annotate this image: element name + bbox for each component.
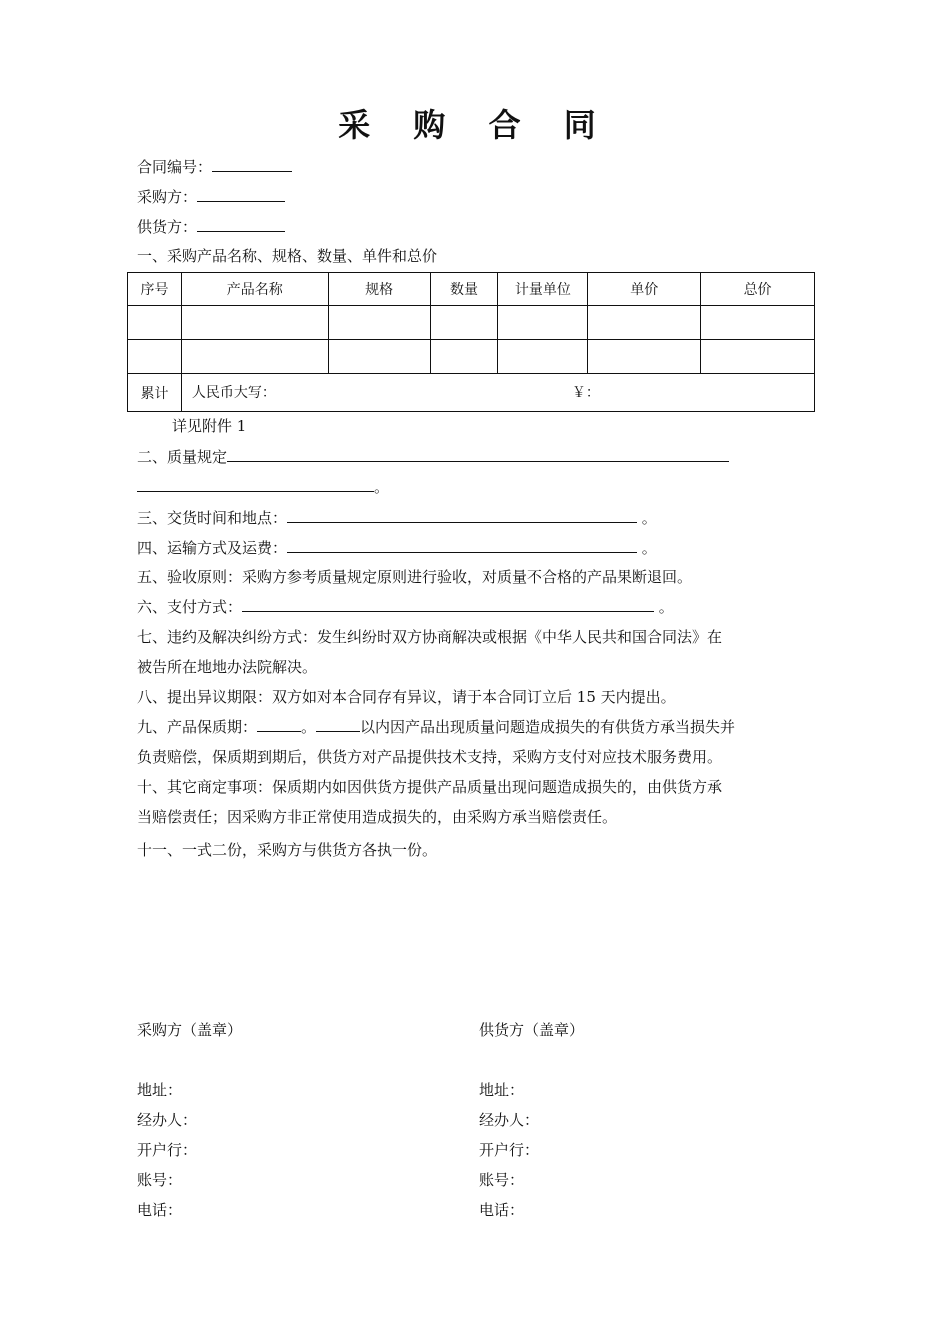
table-cell[interactable] <box>588 340 701 374</box>
table-cell[interactable] <box>328 306 430 340</box>
buyer-address: 地址： <box>137 1081 183 1099</box>
rmb-upper-label: 人民币大写： <box>191 385 276 401</box>
warranty-blank[interactable] <box>257 717 301 732</box>
clause-9-label: 九、产品保质期： <box>137 718 258 736</box>
clause-6-end: 。 <box>658 598 674 616</box>
clause-2 <box>137 447 729 467</box>
clause-2-end: 。 <box>374 478 390 496</box>
table-cell[interactable] <box>128 340 182 374</box>
supplier-bank: 开户行： <box>479 1141 540 1159</box>
table-cell[interactable] <box>181 306 328 340</box>
table-cell[interactable] <box>128 306 182 340</box>
table-cell[interactable] <box>181 340 328 374</box>
col-header: 计量单位 <box>498 273 588 306</box>
clause-3 <box>137 508 657 528</box>
buyer-phone: 电话： <box>137 1201 183 1219</box>
clause-7-a: 七、违约及解决纠纷方式：发生纠纷时双方协商解决或根据《中华人民共和国合同法》在 <box>137 628 723 646</box>
clause-11: 十一、一式二份，采购方与供货方各执一份。 <box>137 841 438 859</box>
buyer-blank[interactable] <box>197 187 285 202</box>
clause-2-cont <box>137 477 389 497</box>
table-cell[interactable] <box>701 340 815 374</box>
col-header: 产品名称 <box>181 273 328 306</box>
table-cell[interactable] <box>498 306 588 340</box>
buyer-seal: 采购方（盖章） <box>137 1021 243 1039</box>
buyer-handler: 经办人： <box>137 1111 198 1129</box>
warranty-blank-2[interactable] <box>316 717 360 732</box>
attachment-note: 详见附件 1 <box>172 417 247 435</box>
buyer-account: 账号： <box>137 1171 183 1189</box>
supplier-seal: 供货方（盖章） <box>479 1021 585 1039</box>
supplier-address: 地址： <box>479 1081 525 1099</box>
total-label: 累计 <box>128 374 182 412</box>
contract-no-blank[interactable] <box>212 157 292 172</box>
contract-no-label: 合同编号： <box>137 158 213 176</box>
quality-blank-2[interactable] <box>137 477 374 492</box>
clause-2-label: 二、质量规定 <box>137 448 228 466</box>
supplier-phone: 电话： <box>479 1201 525 1219</box>
table-row <box>128 306 815 340</box>
supplier-handler: 经办人： <box>479 1111 540 1129</box>
yen-label: ￥： <box>571 385 600 401</box>
table-cell[interactable] <box>430 306 498 340</box>
col-header: 总价 <box>701 273 815 306</box>
total-amount-cell[interactable] <box>181 374 814 412</box>
clause-4-end: 。 <box>641 539 657 557</box>
col-header: 数量 <box>430 273 498 306</box>
clause-5: 五、验收原则：采购方参考质量规定原则进行验收，对质量不合格的产品果断退回。 <box>137 568 693 586</box>
table-row <box>128 340 815 374</box>
col-header: 单价 <box>588 273 701 306</box>
clause-10-a: 十、其它商定事项：保质期内如因供货方提供产品质量出现问题造成损失的，由供货方承 <box>137 778 723 796</box>
transport-blank[interactable] <box>287 538 637 553</box>
clause-10-b: 当赔偿责任；因采购方非正常使用造成损失的，由采购方承当赔偿责任。 <box>137 808 618 826</box>
page-title: 采 购 合 同 <box>338 106 612 144</box>
section1-heading: 一、采购产品名称、规格、数量、单件和总价 <box>137 247 438 265</box>
supplier-label: 供货方： <box>137 218 198 236</box>
table-total-row <box>128 374 815 412</box>
clause-4-label: 四、运输方式及运费： <box>137 539 288 557</box>
table-cell[interactable] <box>498 340 588 374</box>
buyer-line <box>137 187 285 207</box>
items-table <box>127 272 815 412</box>
table-cell[interactable] <box>328 340 430 374</box>
col-header: 序号 <box>128 273 182 306</box>
buyer-bank: 开户行： <box>137 1141 198 1159</box>
delivery-blank[interactable] <box>287 508 637 523</box>
payment-blank[interactable] <box>242 597 654 612</box>
contract-no-line <box>137 157 292 177</box>
clause-6 <box>137 597 674 617</box>
quality-blank[interactable] <box>227 447 729 462</box>
table-cell[interactable] <box>430 340 498 374</box>
clause-8: 八、提出异议期限：双方如对本合同存有异议，请于本合同订立后 15 天内提出。 <box>137 688 676 706</box>
clause-9-dot: 。 <box>301 718 317 736</box>
clause-6-label: 六、支付方式： <box>137 598 243 616</box>
table-cell[interactable] <box>588 306 701 340</box>
clause-9-a <box>137 717 735 737</box>
supplier-blank[interactable] <box>197 217 285 232</box>
clause-9-text: 以内因产品出现质量问题造成损失的有供货方承当损失并 <box>360 718 736 736</box>
supplier-account: 账号： <box>479 1171 525 1189</box>
buyer-label: 采购方： <box>137 188 198 206</box>
supplier-line <box>137 217 285 237</box>
clause-3-label: 三、交货时间和地点： <box>137 509 288 527</box>
clause-9-b: 负责赔偿，保质期到期后，供货方对产品提供技术支持，采购方支付对应技术服务费用。 <box>137 748 723 766</box>
clause-7-b: 被告所在地地办法院解决。 <box>137 658 318 676</box>
clause-4 <box>137 538 657 558</box>
table-header-row <box>128 273 815 306</box>
col-header: 规格 <box>328 273 430 306</box>
clause-3-end: 。 <box>641 509 657 527</box>
table-cell[interactable] <box>701 306 815 340</box>
